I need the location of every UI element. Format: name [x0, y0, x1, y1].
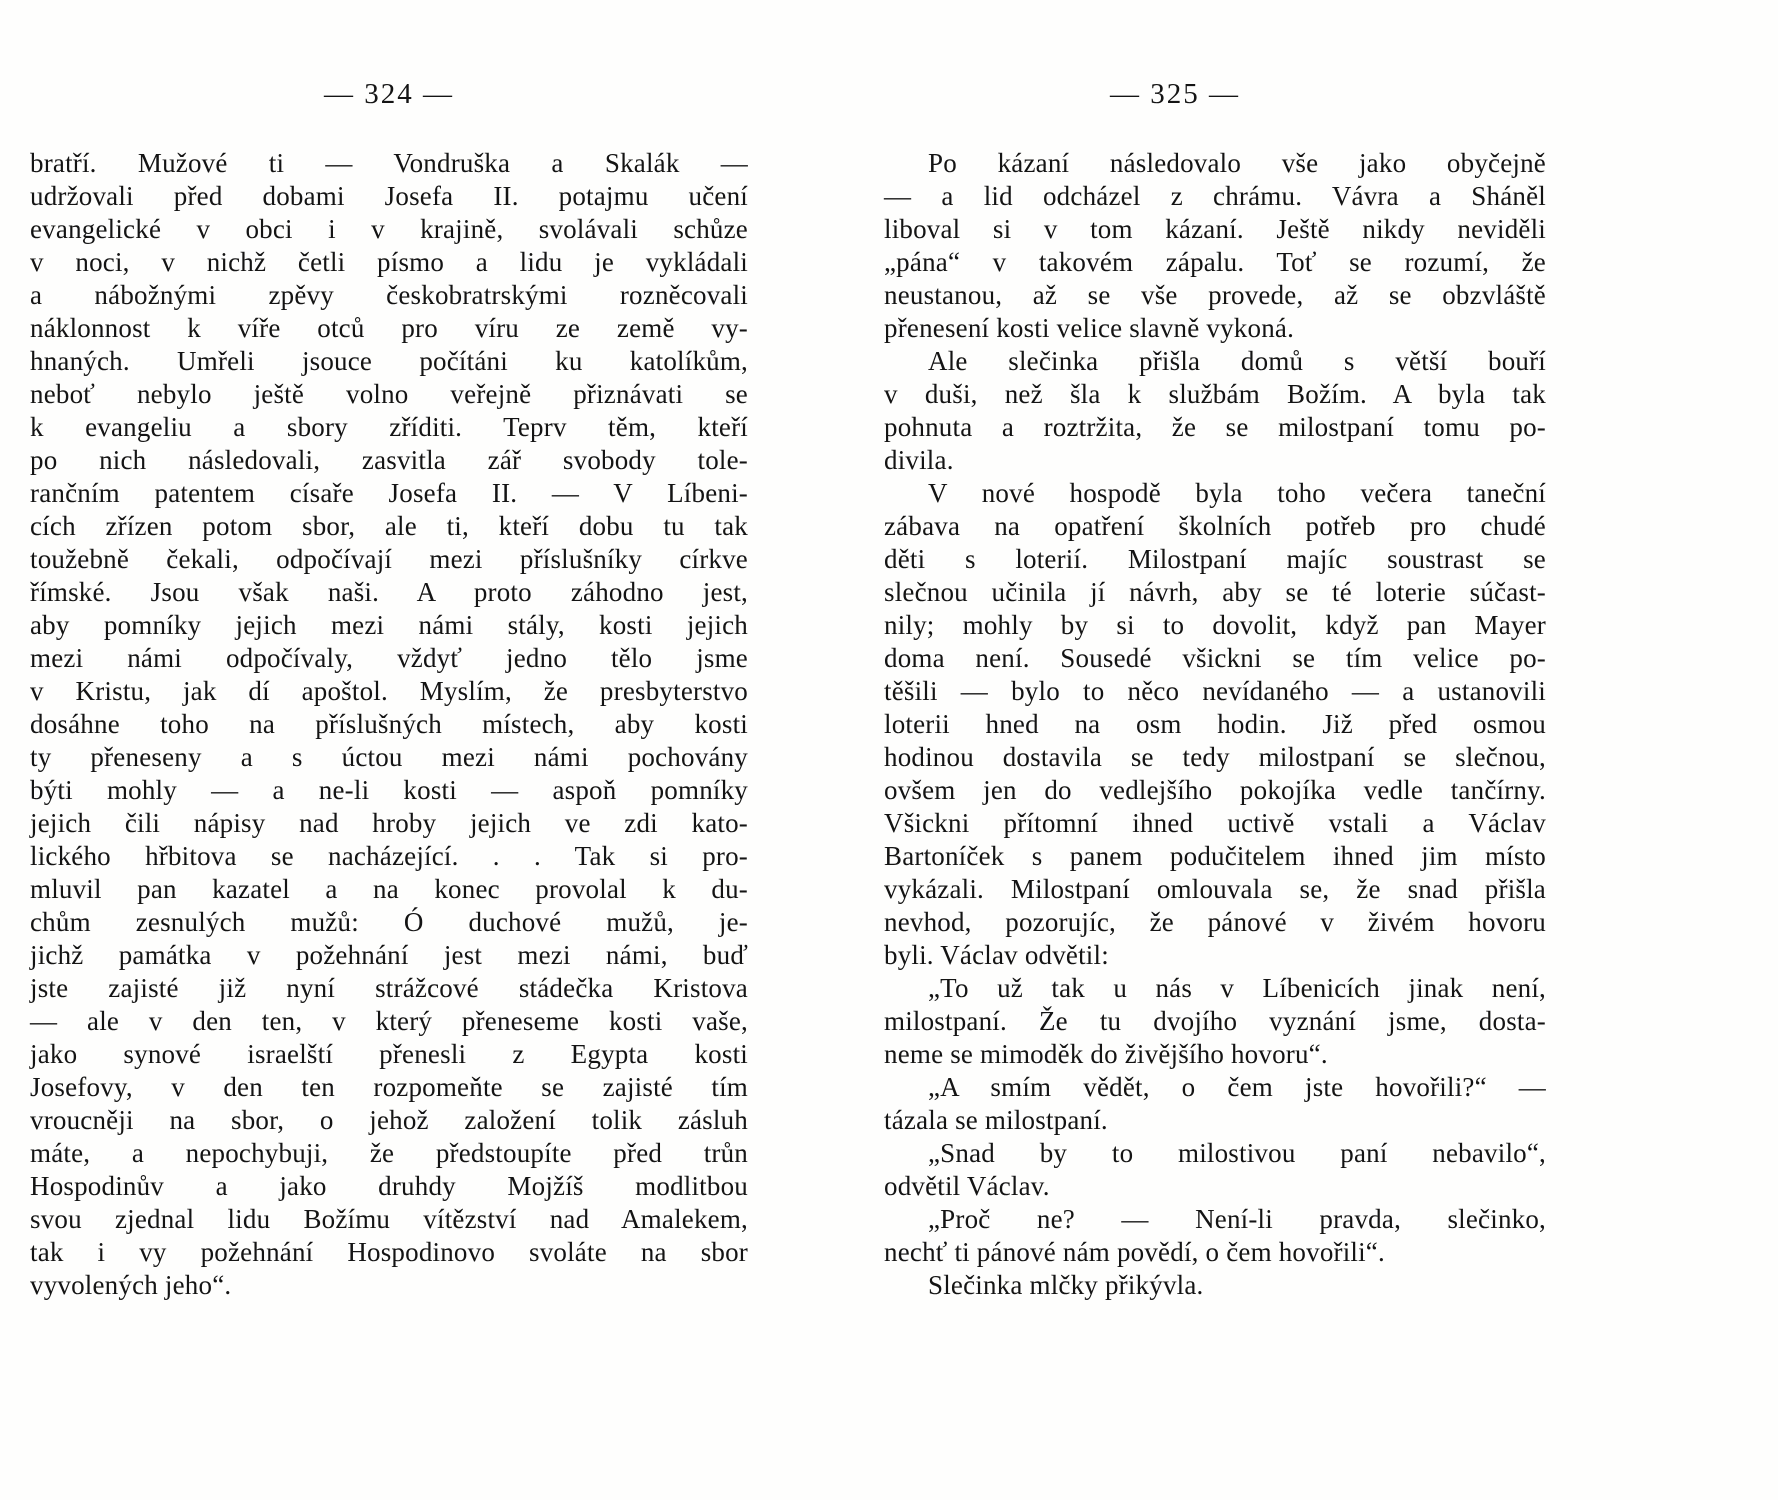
text-line: „Snad by to milostivou paní nebavilo“,: [928, 1138, 1546, 1168]
text-line: Ale slečinka přišla domů s větší bouří: [928, 346, 1546, 376]
text-line: mluvil pan kazatel a na konec provolal k du-: [30, 874, 748, 904]
page-number: — 325 —: [1110, 78, 1240, 110]
text-line: — a lid odcházel z chrámu. Vávra a Sháněl: [884, 181, 1546, 211]
text-line: pohnuta a roztržita, že se milostpaní tomu po-: [884, 412, 1546, 442]
text-line: ty přeneseny a s úctou mezi námi pochovány: [30, 742, 748, 772]
text-line: Bartoníček s panem podučitelem ihned jim místo: [884, 841, 1546, 871]
text-line: „Proč ne? — Není-li pravda, slečinko,: [928, 1204, 1546, 1234]
text-line: v duši, než šla k službám Božím. A byla tak: [884, 379, 1546, 409]
text-line: „A smím vědět, o čem jste hovořili?“ —: [928, 1072, 1546, 1102]
text-line: ovšem jen do vedlejšího pokojíka vedle tančírny.: [884, 775, 1546, 805]
text-line: v noci, v nichž četli písmo a lidu je vykládali: [30, 247, 748, 277]
text-line: „pána“ v takovém zápalu. Toť se rozumí, že: [884, 247, 1546, 277]
text-line: Všickni přítomní ihned uctivě vstali a Václav: [884, 808, 1546, 838]
text-line: býti mohly — a ne-li kosti — aspoň pomníky: [30, 775, 748, 805]
text-line: hodinou dostavila se tedy milostpaní se slečnou,: [884, 742, 1546, 772]
page-325: [884, 0, 1546, 1302]
text-line: chům zesnulých mužů: Ó duchové mužů, je-: [30, 907, 748, 937]
text-line: tázala se milostpaní.: [884, 1105, 1108, 1135]
text-line: děti s loterií. Milostpaní majíc soustrast se: [884, 544, 1546, 574]
text-line: neustanou, až se vše provede, až se obzvláště: [884, 280, 1546, 310]
text-line: „To už tak u nás v Líbenicích jinak není,: [928, 973, 1546, 1003]
text-line: jichž památka v požehnání jest mezi námi, buď: [30, 940, 748, 970]
text-line: loterii hned na osm hodin. Již před osmou: [884, 709, 1546, 739]
text-line: byli. Václav odvětil:: [884, 940, 1109, 970]
text-line: doma není. Sousedé všickni se tím velice po-: [884, 643, 1546, 673]
text-line: Po kázaní následovalo vše jako obyčejně: [928, 148, 1546, 178]
text-line: římské. Jsou však naši. A proto záhodno jest,: [30, 577, 748, 607]
text-line: neboť nebylo ještě volno veřejně přiznávati se: [30, 379, 748, 409]
text-line: nechť ti pánové nám povědí, o čem hovořili“.: [884, 1237, 1385, 1267]
text-line: divila.: [884, 445, 954, 475]
text-line: náklonnost k víře otců pro víru ze země vy-: [30, 313, 748, 343]
text-line: svou zjednal lidu Božímu vítězství nad Amalekem,: [30, 1204, 748, 1234]
text-line: po nich následovali, zasvitla zář svobody tole-: [30, 445, 748, 475]
text-line: dosáhne toho na příslušných místech, aby kosti: [30, 709, 748, 739]
text-line: přenesení kosti velice slavně vykoná.: [884, 313, 1295, 343]
text-line: slečnou učinila jí návrh, aby se té loterie súčast-: [884, 577, 1546, 607]
page-324: [30, 0, 748, 1302]
text-line: toužebně čekali, odpočívají mezi příslušníky církve: [30, 544, 748, 574]
text-line: nevhod, pozorujíc, že pánové v živém hovoru: [884, 907, 1546, 937]
text-line: liboval si v tom kázaní. Ještě nikdy neviděli: [884, 214, 1546, 244]
text-line: zábava na opatření školních potřeb pro chudé: [884, 511, 1546, 541]
text-line: hnaných. Umřeli jsouce počítáni ku katolíkům,: [30, 346, 748, 376]
text-line: neme se mimoděk do živějšího hovoru“.: [884, 1039, 1328, 1069]
text-line: rančním patentem císaře Josefa II. — V Líbeni-: [30, 478, 748, 508]
text-line: cích zřízen potom sbor, ale ti, kteří dobu tu tak: [30, 511, 748, 541]
page-text: [884, 147, 1546, 1302]
text-line: nily; mohly by si to dovolit, když pan Mayer: [884, 610, 1546, 640]
text-line: evangelické v obci i v krajině, svolávali schůze: [30, 214, 748, 244]
text-line: V nové hospodě byla toho večera taneční: [928, 478, 1546, 508]
text-line: a nábožnými zpěvy českobratrskými rozněcovali: [30, 280, 748, 310]
text-line: k evangeliu a sbory zříditi. Teprv těm, kteří: [30, 412, 748, 442]
text-line: jako synové israelští přenesli z Egypta kosti: [30, 1039, 748, 1069]
text-line: odvětil Václav.: [884, 1171, 1050, 1201]
text-line: udržovali před dobami Josefa II. potajmu učení: [30, 181, 748, 211]
text-line: těšili — bylo to něco nevídaného — a ustanovili: [884, 676, 1546, 706]
text-line: vyvolených jeho“.: [30, 1270, 232, 1300]
text-line: mezi námi odpočívaly, vždyť jedno tělo jsme: [30, 643, 748, 673]
text-line: vykázali. Milostpaní omlouvala se, že snad přišla: [884, 874, 1546, 904]
text-line: — ale v den ten, v který přeneseme kosti vaše,: [30, 1006, 748, 1036]
text-line: tak i vy požehnání Hospodinovo svoláte na sbor: [30, 1237, 748, 1267]
text-line: v Kristu, jak dí apoštol. Myslím, že presbyterstvo: [30, 676, 748, 706]
text-line: vroucněji na sbor, o jehož založení tolik zásluh: [30, 1105, 748, 1135]
text-line: milostpaní. Že tu dvojího vyznání jsme, dosta-: [884, 1006, 1546, 1036]
text-line: Hospodinův a jako druhdy Mojžíš modlitbou: [30, 1171, 748, 1201]
text-line: jste zajisté již nyní strážcové stádečka Kristova: [30, 973, 748, 1003]
text-line: jejich čili nápisy nad hroby jejich ve zdi kato-: [30, 808, 748, 838]
text-line: Josefovy, v den ten rozpomeňte se zajisté tím: [30, 1072, 748, 1102]
page-number: — 324 —: [324, 78, 454, 110]
page-text: [30, 147, 748, 1302]
text-line: lického hřbitova se nacházející. . . Tak si pro-: [30, 841, 748, 871]
text-line: Slečinka mlčky přikývla.: [928, 1270, 1204, 1300]
text-line: máte, a nepochybuji, že předstoupíte před trůn: [30, 1138, 748, 1168]
text-line: aby pomníky jejich mezi námi stály, kosti jejich: [30, 610, 748, 640]
text-line: bratří. Mužové ti — Vondruška a Skalák —: [30, 148, 748, 178]
